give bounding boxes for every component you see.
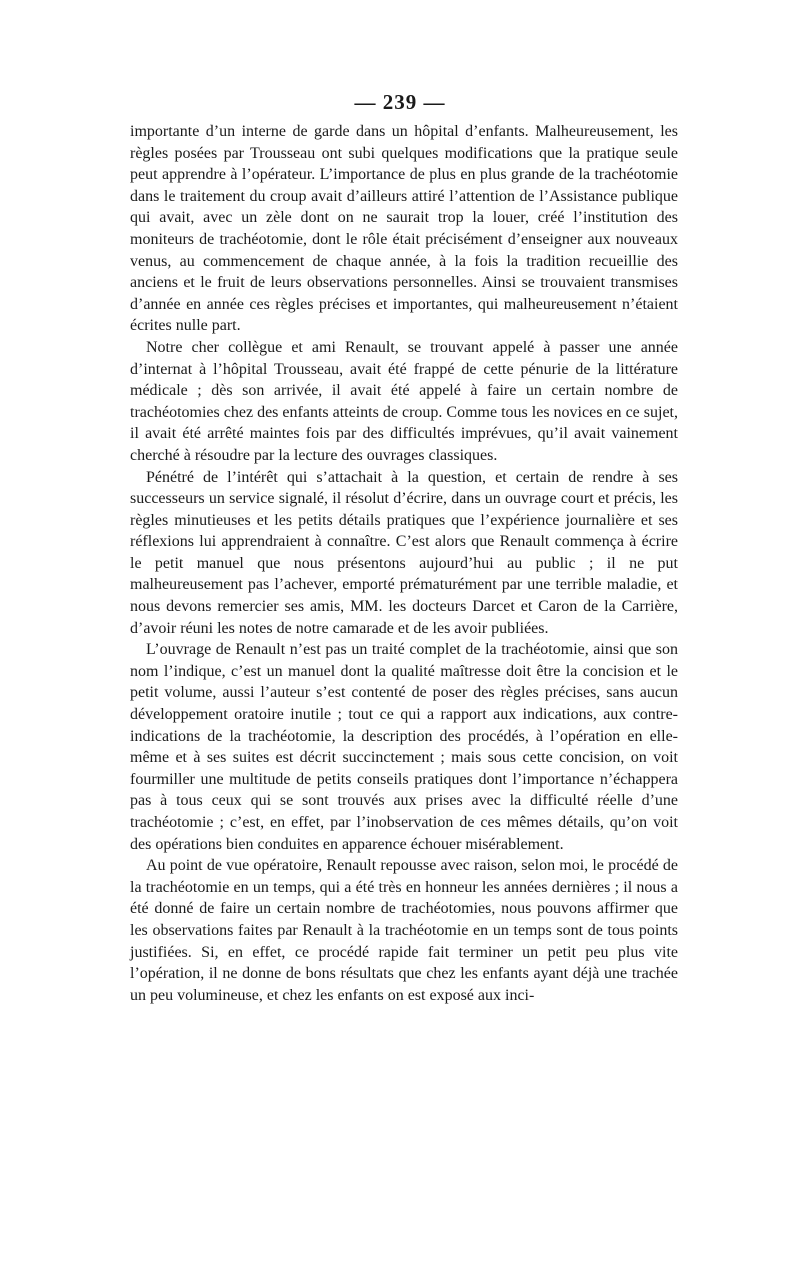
paragraph-4: L’ouvrage de Renault n’est pas un traité complet de la trachéotomie, ainsi que son nom l’indique, c’est un manuel dont la qualité maîtresse doit être la concision et le petit volume, aussi l’auteur s’est contenté de poser des règles précises, sans aucun développement oratoire inutile ; tout ce qui a rapport aux indications, aux contre-indications de la trachéotomie, la description des procédés, à l’opération en elle-même et à ses suites est décrit succinctement ; mais sous cette concision, on voit fourmiller une multitude de petits conseils pratiques dont l’importance n’échappera pas à tous ceux qui se sont trouvés aux prises avec la difficulté réelle d’une trachéotomie ; c’est, en effet, par l’inobservation de ces mêmes détails, qu’on voit des opérations bien conduites en apparence échouer misérablement. [130,641,678,853]
paragraph-1: importante d’un interne de garde dans un hôpital d’enfants. Malheureusement, les règles posées par Trousseau ont subi quelques modifications que la pratique seule peut apprendre à l’opérateur. L’importance de plus en plus grande de la trachéotomie dans le traitement du croup avait d’ailleurs attiré l’attention de l’Assistance publique qui avait, avec un zèle dont on ne saurait trop la louer, créé l’institution des moniteurs de trachéotomie, dont le rôle était précisément d’enseigner aux nouveaux venus, au commencement de chaque année, à la fois la tradition recueillie des anciens et le fruit de leurs observations personnelles. Ainsi se trouvaient transmises d’année en année ces règles précises et importantes, qui malheureusement n’étaient écrites nulle part. [130,123,678,335]
page-number: — 239 — [354,90,446,114]
paragraph-3: Pénétré de l’intérêt qui s’attachait à la question, et certain de rendre à ses successeurs un service signalé, il résolut d’écrire, dans un ouvrage court et précis, les règles minutieuses et les petits détails pratiques que l’expérience journalière et ses réflexions lui apprendraient à connaître. C’est alors que Renault commença à écrire le petit manuel que nous présentons aujourd’hui au public ; il ne put malheureusement pas l’achever, emporté prématurément par une terrible maladie, et nous devons remercier ses amis, MM. les docteurs Darcet et Caron de la Carrière, d’avoir réuni les notes de notre camarade et de les avoir publiées. [130,468,678,637]
paragraph-2: Notre cher collègue et ami Renault, se trouvant appelé à passer une année d’internat à l’hôpital Trousseau, avait été frappé de cette pénurie de la littérature médicale ; dès son arrivée, il avait été appelé à faire un certain nombre de trachéotomies chez des enfants atteints de croup. Comme tous les novices en ce sujet, il avait été arrêté maintes fois par des difficultés imprévues, qu’il avait vainement cherché à résoudre par la lecture des ouvrages classiques. [130,338,678,464]
paragraph-5: Au point de vue opératoire, Renault repousse avec raison, selon moi, le procédé de la trachéotomie en un temps, qui a été très en honneur les années dernières ; il nous a été donné de faire un certain nombre de trachéotomies, nous pouvons affirmer que les observations faites par Renault à la trachéotomie en un temps sont de tous points justifiées. Si, en effet, ce procédé rapide fait terminer un petit peu plus vite l’opération, il ne donne de bons résultats que chez les enfants ayant déjà une trachée un peu volumineuse, et chez les enfants on est exposé aux inci- [130,857,678,1004]
body-text [130,121,678,1006]
